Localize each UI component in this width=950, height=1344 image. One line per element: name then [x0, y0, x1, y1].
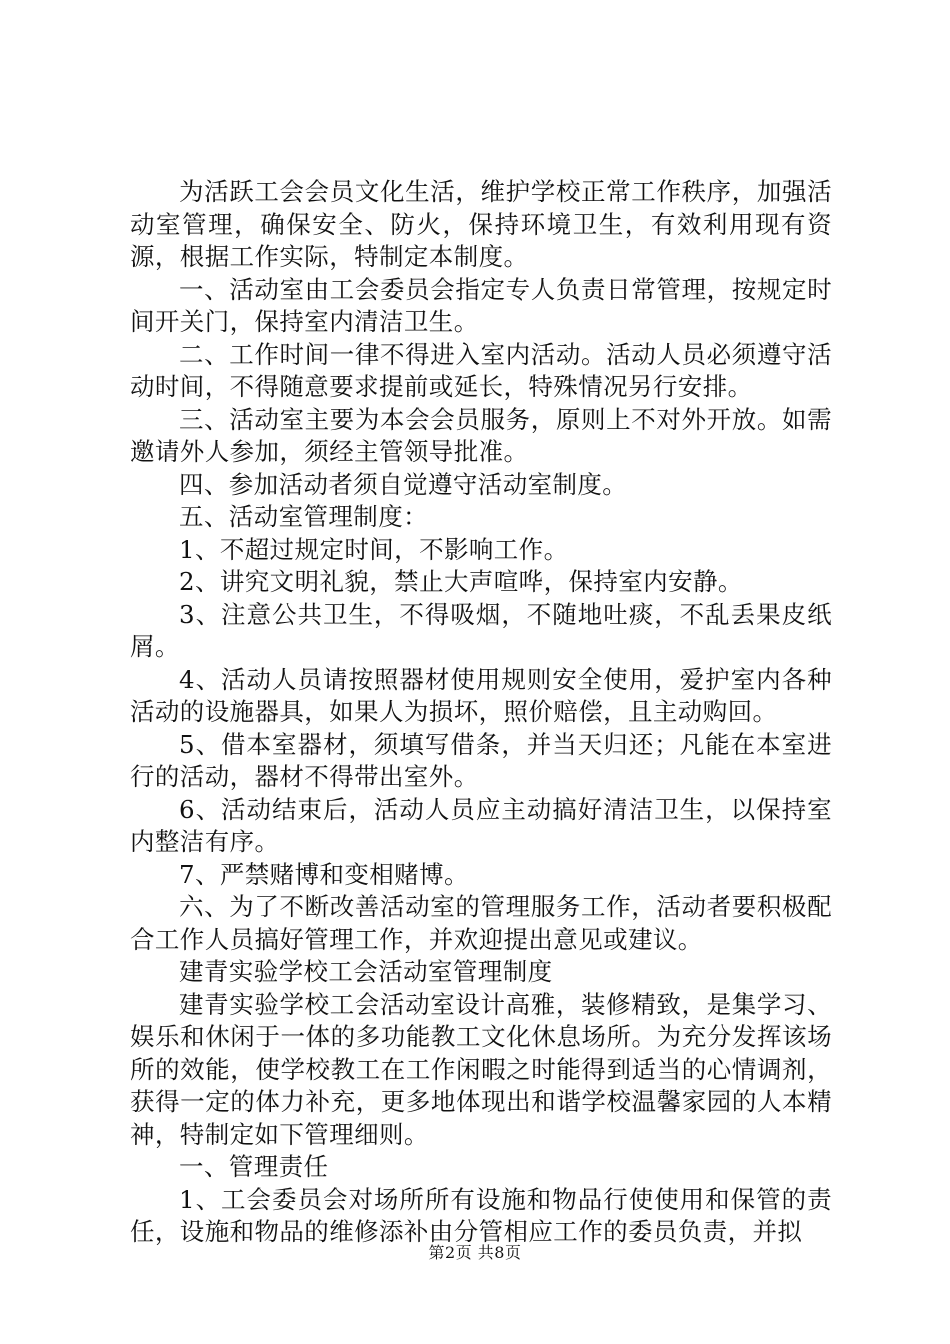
list-item-5: 5、借本室器材，须填写借条，并当天归还；凡能在本室进行的活动，器材不得带出室外。 [130, 729, 832, 791]
paragraph-rule-6: 六、为了不断改善活动室的管理服务工作，活动者要积极配合工作人员搞好管理工作，并欢迎提出意见或建议。 [130, 892, 832, 954]
section-title: 建青实验学校工会活动室管理制度 [179, 957, 553, 986]
paragraph-rule-5-heading: 五、活动室管理制度： [179, 502, 428, 531]
list-item-3: 3、注意公共卫生，不得吸烟，不随地吐痰，不乱丢果皮纸屑。 [130, 599, 832, 661]
paragraph-rule-4: 四、参加活动者须自觉遵守活动室制度。 [179, 469, 628, 499]
list-item-7: 7、严禁赌博和变相赌博。 [179, 859, 469, 889]
page-number-footer: 第2页 共8页 [428, 1243, 522, 1262]
paragraph-rule-1: 一、活动室由工会委员会指定专人负责日常管理，按规定时间开关门，保持室内清洁卫生。 [130, 274, 832, 336]
paragraph-responsibility-1: 1、工会委员会对场所所有设施和物品行使使用和保管的责任，设施和物品的维修添补由分管相应工作的委员负责，并拟 [130, 1184, 832, 1246]
paragraph-section-intro: 建青实验学校工会活动室设计高雅，装修精致，是集学习、娱乐和休闲于一体的多功能教工文化休息场所。为充分发挥该场所的效能，使学校教工在工作闲暇之时能得到适当的心情调剂，获得一定的体力补充，更多地体现出和谐学校温馨家园的人本精神，特制定如下管理细则。 [130, 989, 832, 1149]
list-item-4: 4、活动人员请按照器材使用规则安全使用，爱护室内各种活动的设施器具，如果人为损坏，照价赔偿，且主动购回。 [130, 664, 832, 726]
list-item-2: 2、讲究文明礼貌，禁止大声喧哗，保持室内安静。 [179, 567, 743, 596]
paragraph-intro: 为活跃工会会员文化生活，维护学校正常工作秩序，加强活动室管理，确保安全、防火，保持环境卫生，有效利用现有资源，根据工作实际，特制定本制度。 [130, 177, 832, 271]
list-item-1: 1、不超过规定时间，不影响工作。 [179, 534, 569, 564]
paragraph-rule-3: 三、活动室主要为本会会员服务，原则上不对外开放。如需邀请外人参加，须经主管领导批准。 [130, 404, 832, 466]
document-body [130, 176, 832, 1249]
list-item-6: 6、活动结束后，活动人员应主动搞好清洁卫生，以保持室内整洁有序。 [130, 794, 832, 856]
paragraph-rule-2: 二、工作时间一律不得进入室内活动。活动人员必须遵守活动时间，不得随意要求提前或延长，特殊情况另行安排。 [130, 339, 832, 401]
subsection-heading: 一、管理责任 [179, 1152, 329, 1181]
